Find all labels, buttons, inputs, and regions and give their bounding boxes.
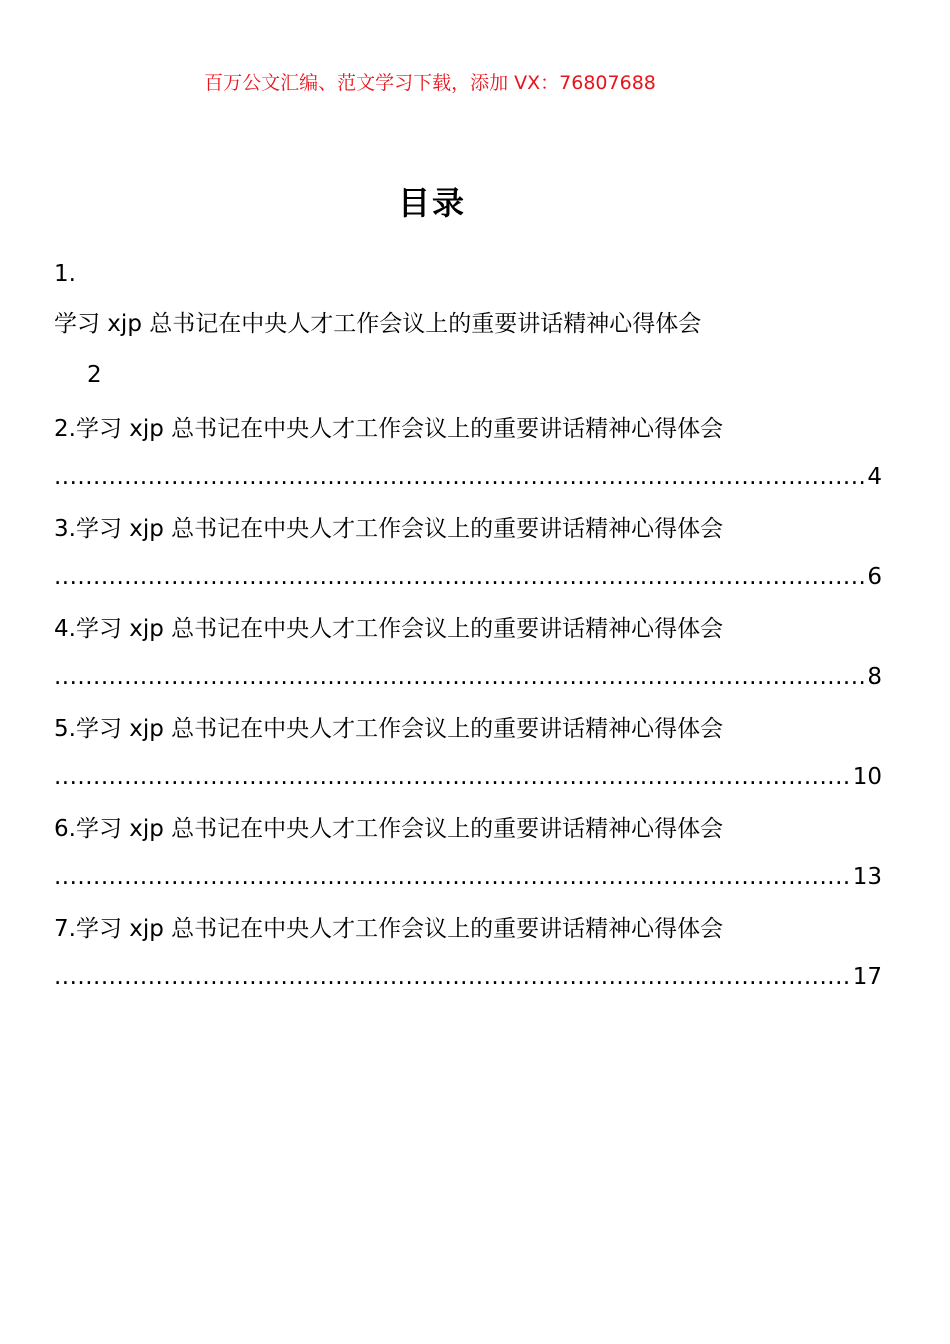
dot-leader [54, 653, 865, 701]
table-of-contents [54, 255, 882, 1005]
toc-entry-title: 学习 xjp 总书记在中央人才工作会议上的重要讲话精神心得体会 [75, 716, 724, 742]
toc-title: 目录 [397, 184, 466, 222]
dot-leader [54, 853, 851, 901]
toc-entry-title-line [54, 605, 882, 653]
toc-entry-5[interactable] [54, 705, 882, 805]
watermark-header: 百万公文汇编、范文学习下载，添加 VX：76807688 [204, 72, 656, 94]
dot-leader [54, 953, 851, 1001]
toc-entry-page: 10 [852, 764, 882, 790]
toc-entry-title: 学习 xjp 总书记在中央人才工作会议上的重要讲话精神心得体会 [75, 416, 724, 442]
dot-leader [54, 453, 865, 501]
toc-entry-number: 6. [54, 816, 76, 842]
toc-entry-1[interactable] [54, 255, 882, 405]
toc-leader-line [54, 453, 882, 505]
toc-entry-page: 17 [852, 964, 882, 990]
toc-entry-page: 6 [867, 564, 882, 590]
toc-entry-title-line [54, 905, 882, 953]
toc-entry-number: 3. [54, 516, 76, 542]
dot-leader [54, 753, 851, 801]
toc-entry-title: 学习 xjp 总书记在中央人才工作会议上的重要讲话精神心得体会 [75, 516, 724, 542]
toc-entry-number: 4. [54, 616, 76, 642]
toc-leader-line [54, 953, 882, 1005]
toc-entry-title-line [54, 505, 882, 553]
toc-entry-page: 8 [867, 664, 882, 690]
toc-entry-title: 学习 xjp 总书记在中央人才工作会议上的重要讲话精神心得体会 [75, 616, 724, 642]
toc-leader-line [54, 853, 882, 905]
toc-entry-title-line [54, 805, 882, 853]
toc-leader-line [54, 653, 882, 705]
toc-entry-4[interactable] [54, 605, 882, 705]
toc-entry-number: 5. [54, 716, 76, 742]
toc-entry-page: 4 [867, 464, 882, 490]
toc-entry-title: 学习 xjp 总书记在中央人才工作会议上的重要讲话精神心得体会 [75, 816, 724, 842]
toc-entry-page: 13 [852, 864, 882, 890]
toc-entry-title: 学习 xjp 总书记在中央人才工作会议上的重要讲话精神心得体会 [75, 916, 724, 942]
toc-entry-2[interactable] [54, 405, 882, 505]
toc-entry-7[interactable] [54, 905, 882, 1005]
toc-entry-title-line [54, 405, 882, 453]
toc-entry-page: 2 [87, 362, 102, 388]
toc-entry-title: 学习 xjp 总书记在中央人才工作会议上的重要讲话精神心得体会 [54, 311, 702, 337]
toc-leader-line [54, 553, 882, 605]
toc-entry-number: 2. [54, 416, 76, 442]
toc-entry-3[interactable] [54, 505, 882, 605]
toc-entry-number: 1. [54, 261, 76, 287]
toc-leader-line [54, 753, 882, 805]
toc-entry-6[interactable] [54, 805, 882, 905]
dot-leader [54, 553, 865, 601]
toc-entry-number: 7. [54, 916, 76, 942]
toc-entry-title-line [54, 705, 882, 753]
